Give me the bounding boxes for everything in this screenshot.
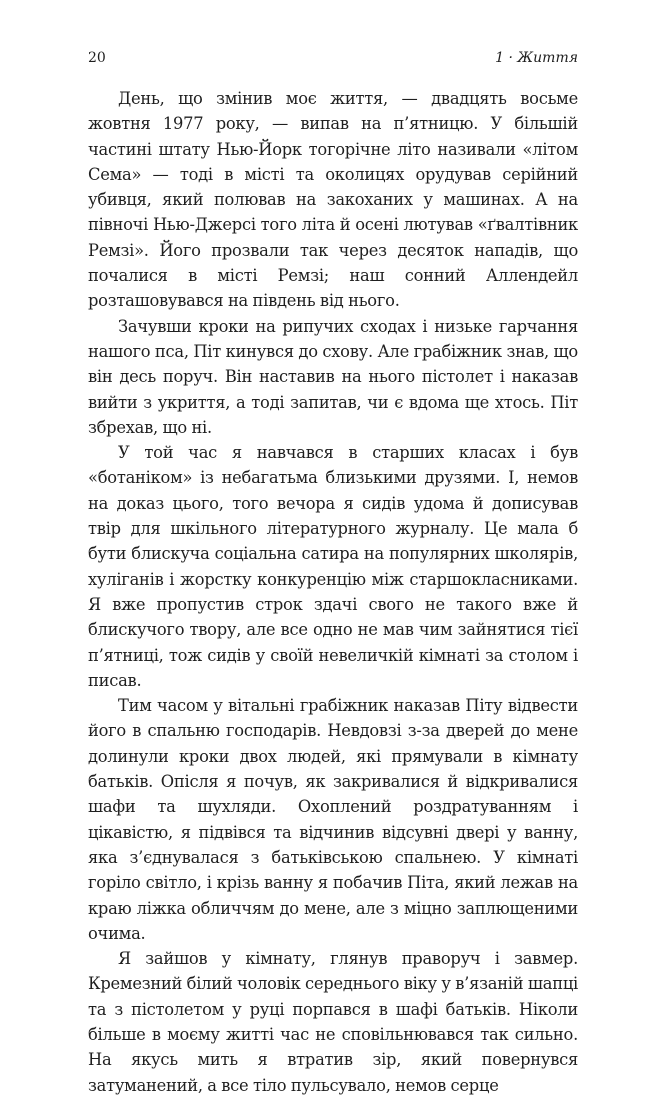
paragraph-1: День, що змінив моє життя, — двадцять восьме жовтня 1977 року, — випав на п’ятницю. У більшій частині штату Нью-Йорк тогорічне літо називали «літом Сема» — тоді в місті та околицях орудував серійний убивця, який полював на закоханих у машинах. А на півночі Нью-Джерсі того літа й осені лютував «ґвалтівник Ремзі». Його прозвали так через десяток нападів, що почалися в місті Ремзі; наш сонний Аллендейл розташовувався на південь від нього.: [88, 89, 578, 311]
paragraph-3: У той час я навчався в старших класах і був «ботаніком» із небагатьма близькими друзями. І, немов на доказ цього, того вечора я сидів удома й дописував твір для шкільного літературного журналу. Це мала б бути блискуча соціальна сатира на популярних школярів, хуліганів і жорстку конкуренцію між старшокласниками. Я вже пропустив строк здачі свого не такого вже й блискучого твору, але все одно не мав чим зайнятися тієї п’ятниці, тож сидів у своїй невеличкій кімнаті за столом і писав.: [88, 443, 578, 690]
paragraph-5: Я зайшов у кімнату, глянув праворуч і завмер. Кремезний білий чоловік середнього віку у в’язаній шапці та з пістолетом у руці порпався в шафі батьків. Ніколи більше в моєму житті час не сповільнювався так сильно. На якусь мить я втратив зір, який повернувся затуманений, а все тіло пульсувало, немов серце: [88, 949, 579, 1095]
body-text: [88, 86, 578, 1098]
page-header: [88, 50, 578, 72]
chapter-running-head: 1 · Життя: [495, 50, 578, 66]
paragraph-2: Зачувши кроки на рипучих сходах і низьке гарчання нашого пса, Піт кинувся до схову. Але грабіжник знав, що він десь поруч. Він наставив на нього пістолет і наказав вийти з укриття, а тоді запитав, чи є вдома ще хтось. Піт збрехав, що ні.: [88, 316, 578, 437]
paragraph-4: Тим часом у вітальні грабіжник наказав Піту відвести його в спальню господарів. Невдовзі з-за дверей до мене долинули кроки двох людей, які прямували в кімнату батьків. Опісля я почув, як закривалися й відкривалися шафи та шухляди. Охоплений роздратуванням і цікавістю, я підвівся та відчинив відсувні двері у ванну, яка з’єднувалася з батьківською спальнею. У кімнаті горіло світло, і крізь ванну я побачив Піта, який лежав на краю ліжка обличчям до мене, але з міцно заплющеними очима.: [88, 696, 578, 943]
page-number: 20: [88, 50, 106, 66]
